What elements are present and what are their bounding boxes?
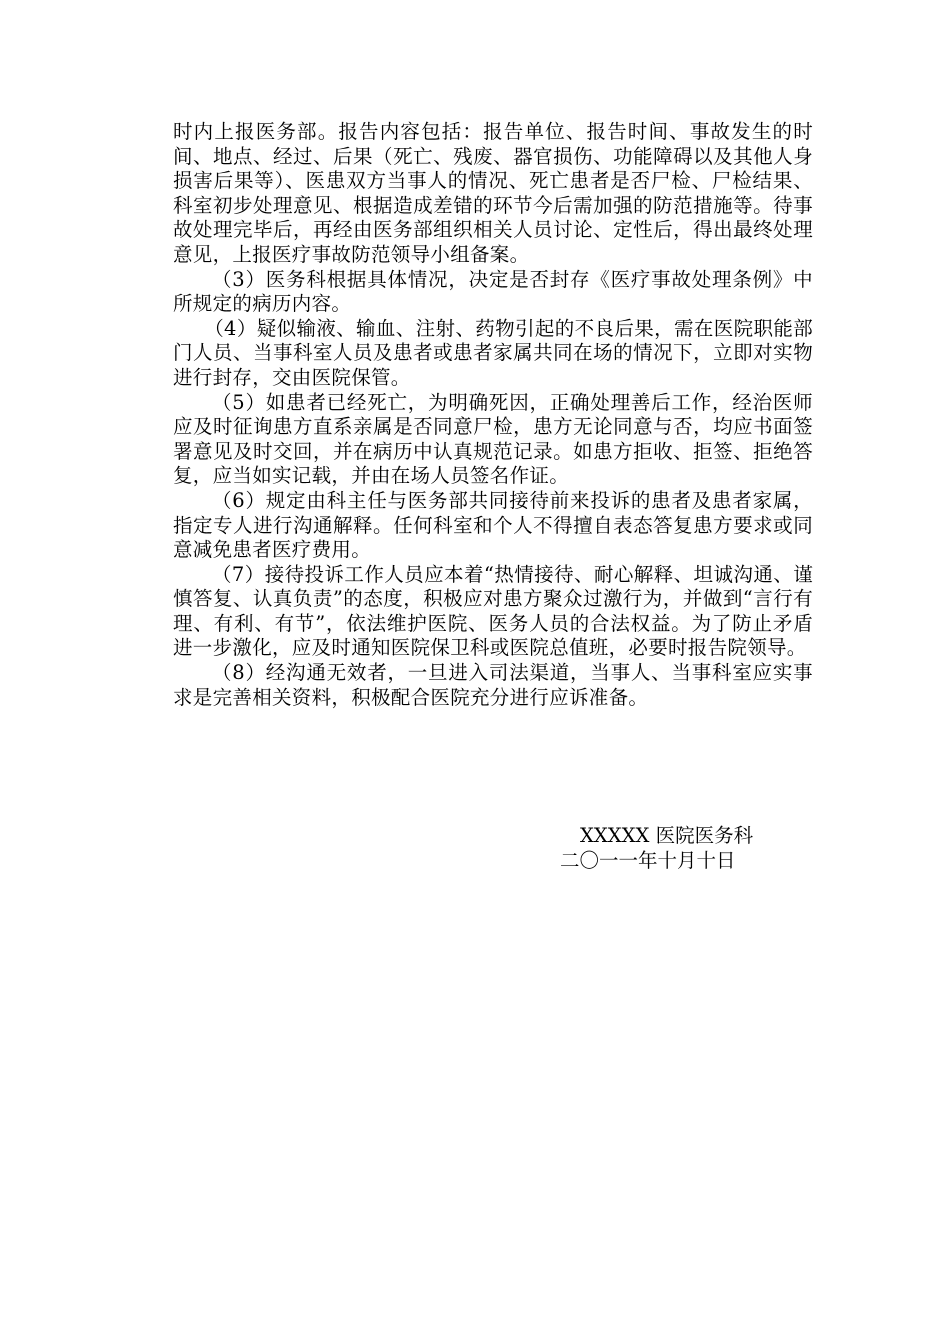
- document-body: [173, 120, 813, 710]
- paragraph-item-5: （5）如患者已经死亡，为明确死因，正确处理善后工作，经治医师应及时征询患方直系亲属是否同意尸检，患方无论同意与否，均应书面签署意见及时交回，并在病历中认真规范记录。如患方拒收、拒签、拒绝答复，应当如实记载，并由在场人员签名作证。: [173, 390, 813, 488]
- paragraph-item-8: （8）经沟通无效者，一旦进入司法渠道，当事人、当事科室应实事求是完善相关资料，积极配合医院充分进行应诉准备。: [173, 661, 813, 709]
- paragraph-item-3: （3）医务科根据具体情况，决定是否封存《医疗事故处理条例》中所规定的病历内容。: [173, 267, 813, 316]
- paragraph-report-continuation: 时内上报医务部。报告内容包括：报告单位、报告时间、事故发生的时间、地点、经过、后果（死亡、残废、器官损伤、功能障碍以及其他人身损害后果等）、医患双方当事人的情况、死亡患者是否尸检、尸检结果、科室初步处理意见、根据造成差错的环节今后需加强的防范措施等。待事故处理完毕后，再经由医务部组织相关人员讨论、定性后，得出最终处理意见，上报医疗事故防范领导小组备案。: [173, 120, 813, 266]
- signature-organization: XXXXX 医院医务科: [580, 824, 754, 847]
- paragraph-item-4: （4）疑似输液、输血、注射、药物引起的不良后果，需在医院职能部门人员、当事科室人员及患者或患者家属共同在场的情况下，立即对实物进行封存，交由医院保管。: [173, 316, 813, 389]
- signature-block: [560, 823, 820, 873]
- paragraph-item-7: （7）接待投诉工作人员应本着“热情接待、耐心解释、坦诚沟通、谨慎答复、认真负责”的态度，积极应对患方聚众过激行为，并做到“言行有理、有利、有节”，依法维护医院、医务人员的合法权益。为了防止矛盾进一步激化，应及时通知医院保卫科或医院总值班，必要时报告院领导。: [173, 562, 813, 660]
- signature-date: 二〇一一年十月十日: [560, 849, 736, 872]
- paragraph-item-6: （6）规定由科主任与医务部共同接待前来投诉的患者及患者家属，指定专人进行沟通解释。任何科室和个人不得擅自表态答复患方要求或同意减免患者医疗费用。: [173, 488, 813, 562]
